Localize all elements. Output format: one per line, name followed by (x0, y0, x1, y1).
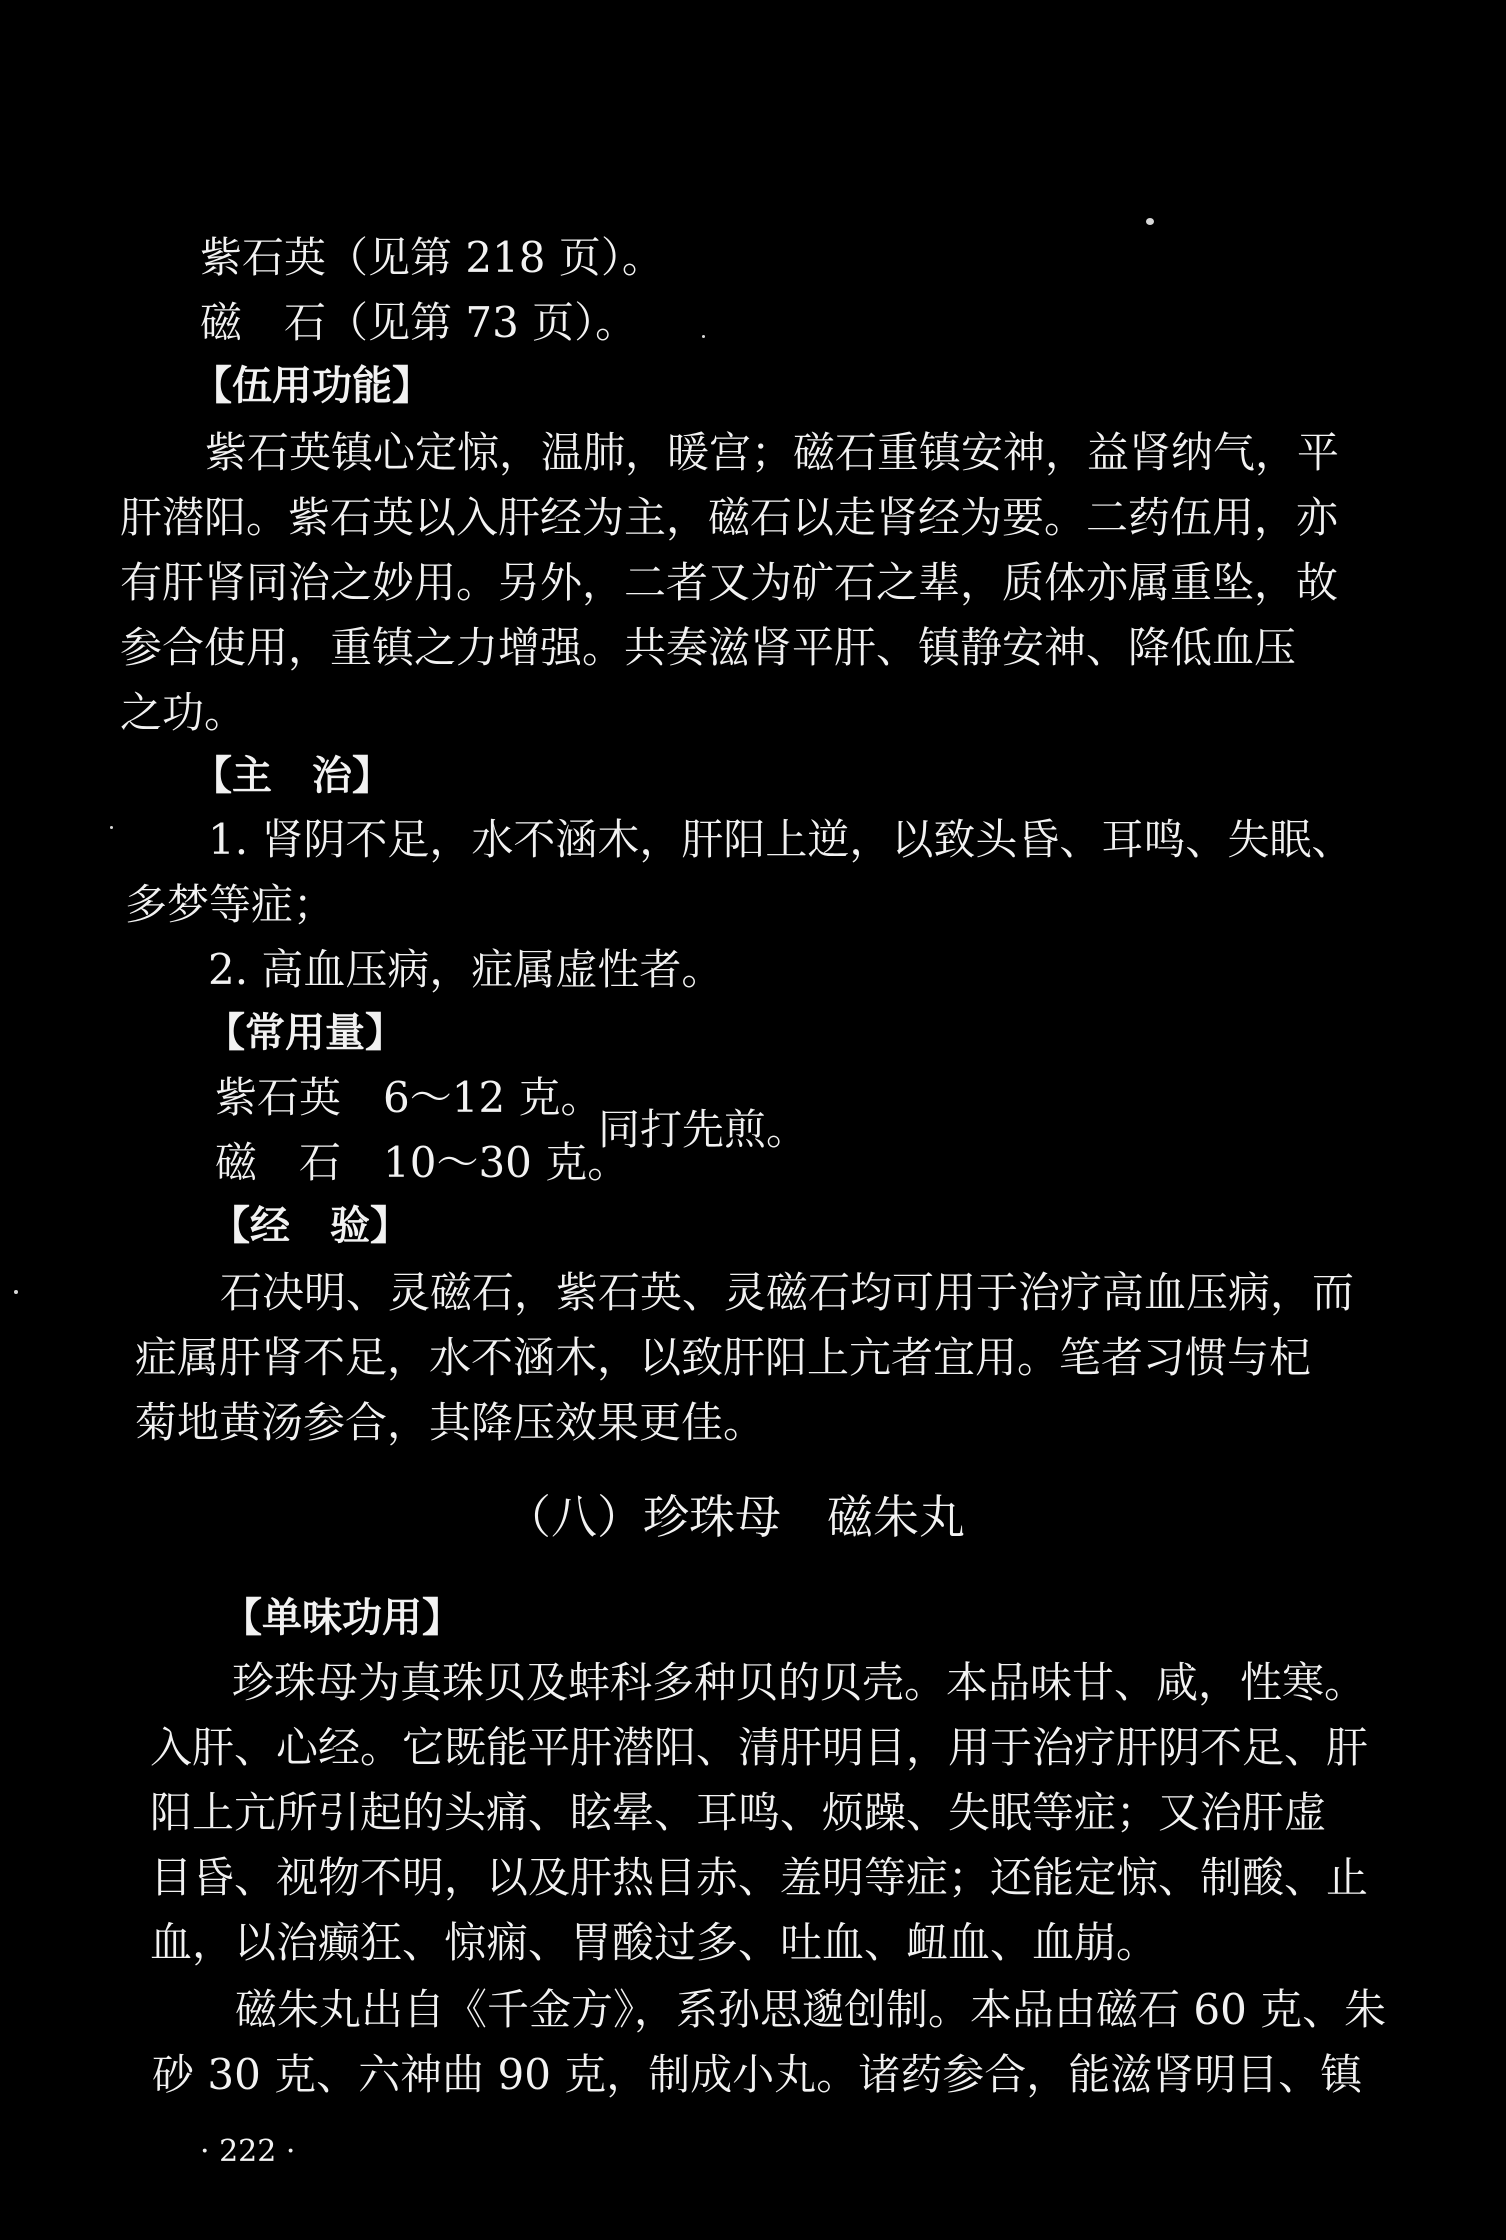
section-title: （八）珍珠母 磁朱丸 (505, 1490, 965, 1544)
paragraph-line: 症属肝肾不足，水不涵木，以致肝阳上亢者宜用。笔者习惯与杞 (135, 1333, 1312, 1382)
dosage-note: 同打先煎。 (598, 1105, 809, 1154)
paragraph-line: 石决明、灵磁石，紫石英、灵磁石均可用于治疗高血压病，而 (220, 1268, 1355, 1317)
paragraph-line: 肝潜阳。紫石英以入肝经为主，磁石以走肾经为要。二药伍用，亦 (120, 493, 1339, 542)
paragraph-line: 目昏、视物不明，以及肝热目赤、羞明等症；还能定惊、制酸、止 (150, 1853, 1369, 1902)
scan-speck (1146, 218, 1154, 225)
dosage-heading: 【常用量】 (205, 1010, 405, 1056)
ref-line-zishiying: 紫石英（见第 218 页）。 (200, 233, 664, 282)
single-function-heading: 【单味功用】 (222, 1595, 462, 1641)
paragraph-line: 有肝肾同治之妙用。另外，二者又为矿石之辈，质体亦属重坠，故 (120, 558, 1339, 607)
experience-heading: 【经 验】 (210, 1203, 410, 1249)
paragraph-line: 菊地黄汤参合，其降压效果更佳。 (135, 1398, 766, 1447)
paragraph-line: 砂 30 克、六神曲 90 克，制成小丸。诸药参合，能滋肾明目、镇 (152, 2050, 1363, 2099)
paragraph-line: 血，以治癫狂、惊痫、胃酸过多、吐血、衄血、血崩。 (150, 1918, 1159, 1967)
paragraph-line: 参合使用，重镇之力增强。共奏滋肾平肝、镇静安神、降低血压 (120, 623, 1297, 672)
paragraph-line: 珍珠母为真珠贝及蚌科多种贝的贝壳。本品味甘、咸，性寒。 (232, 1658, 1367, 1707)
dosage-row: 磁 石 10～30 克。 (215, 1138, 630, 1187)
scan-speck (702, 335, 705, 338)
ref-line-cishi: 磁 石（见第 73 页）。 (200, 298, 638, 347)
indications-heading: 【主 治】 (192, 753, 392, 799)
paragraph-line: 之功。 (120, 688, 247, 737)
paragraph-line: 磁朱丸出自《千金方》，系孙思邈创制。本品由磁石 60 克、朱 (235, 1985, 1387, 2034)
paragraph-line: 入肝、心经。它既能平肝潜阳、清肝明目，用于治疗肝阴不足、肝 (150, 1723, 1369, 1772)
indication-item: 多梦等症； (125, 880, 336, 929)
paragraph-line: 紫石英镇心定惊，温肺，暖宫；磁石重镇安神，益肾纳气，平 (205, 428, 1340, 477)
scan-speck (110, 826, 113, 829)
scan-speck (14, 1290, 18, 1294)
paragraph-line: 阳上亢所引起的头痛、眩晕、耳鸣、烦躁、失眠等症；又治肝虚 (150, 1788, 1327, 1837)
indication-item: 2. 高血压病，症属虚性者。 (208, 945, 724, 994)
dosage-row: 紫石英 6～12 克。 (215, 1073, 603, 1122)
indication-item: 1. 肾阴不足，水不涵木，肝阳上逆，以致头昏、耳鸣、失眠、 (208, 815, 1354, 864)
page-number: · 222 · (200, 2134, 296, 2169)
combination-heading: 【伍用功能】 (192, 363, 432, 409)
